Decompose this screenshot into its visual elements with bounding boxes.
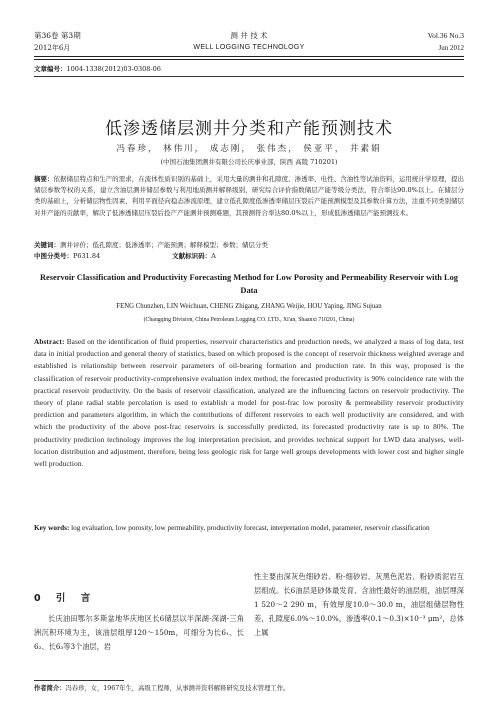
running-header [34,30,464,58]
clc-value: P631.84 [73,252,101,260]
volume-issue-en: Vol.36 No.3 [427,31,464,40]
keywords-en-text: log evaluation, low porosity, low permeability, productivity forecast, interpretation model, parameter, reservoir classification [71,524,430,532]
footnote-rule [34,680,124,681]
article-number [34,64,161,74]
keywords-en [34,522,464,534]
doc-code-label: 文献标识码： [172,252,212,260]
body-column-right [254,570,464,640]
keywords-cn-label: 关键词： [34,241,60,249]
intro-paragraph-left: 长庆油田鄂尔多斯盆地华庆地区长6储层以半深湖-深湖-三角洲沉积环境为主，该油层组厚120～150m，可细分为长6₁、长6₂、长6₃等3个油层，岩 [34,614,244,651]
doc-code-value: A [211,252,216,260]
author-footnote [34,684,464,694]
body-column-left [34,570,244,654]
title-en: Reservoir Classification and Productivity Forecasting Method for Low Porosity and Permeability Reservoir with Log Data [39,273,458,295]
journal-name-cn: 测 井 技 术 [230,31,268,40]
keywords-cn-text: 测井评价；低孔隙度；低渗透率；产能预测；解释模型；参数；储层分类 [60,241,268,249]
affiliation-cn: (中国石油集团测井有限公司长庆事业部，陕西 高陵 710201) [160,158,338,166]
section-heading-introduction: 0 引 言 [34,593,97,604]
authors-cn: 冯春珍， 林伟川， 成志刚， 张伟杰， 侯亚平， 井素娟 [116,144,382,154]
footnote-label: 作者简介： [34,685,66,692]
title-cn: 低渗透储层测井分类和产能预测技术 [105,119,393,139]
footnote-text: 冯春珍，女，1967年生，高级工程师，从事测井资料解释研究及技术管理工作。 [65,685,290,692]
abstract-en-label: Abstract: [34,338,65,346]
abstract-cn [34,174,464,219]
intro-paragraph-right: 性主要由深灰色细砂岩、粉-细砂岩、灰黑色泥岩、粉砂质泥岩互层组成。长6油层是砂体最发育、含油性最好的油层组，油层埋深1 520～2 290 m，有效厚度10.0～30.0 m，油层组储层物性差，孔隙度6.0%～10.0%，渗透率(0.1～0.3)×10⁻³ μm²，总体上属 [254,572,464,637]
authors-en: FENG Chunzhen, LIN Weichuan, CHENG Zhigang, ZHANG Weijie, HOU Yaping, JING Sujuan [116,303,382,310]
abstract-en-text: Based on the identification of fluid properties, reservoir characteristics and production needs, we analyzed a mass of log data, test data in initial production and general theory of statistics, based on which proposed is the concept of reservoir thickness weighted average and established is relationship between reservoir parameters of oil-bearing formation and production rate. In this way, proposed is the classification of reservoir productivity-comprehensive evaluation index method, the forecasted productivity is 90% coincidence rate with the practical reservoir productivity. On the basis of reservoir classification, analyzed are the influencing factors on reservoir productivity. The theory of plane radial stable percolation is used to establish a model for post-frac low porosity & permeability reservoir productivity prediction and parameters algorithm, in which the contributions of different reservoirs to each well productivity are considered, and with which the productivity of the above post-frac reservoirs is successfully predicted, its forecasted productivity rate is up to 80%. The productivity prediction technology improves the log interpretation precision, and provides technical support for LWD data analyses, well-location distribution and adjustment, therefore, being less geologic risk for large well groups developments with lower cost and higher single well production. [34,338,464,469]
keywords-cn [34,240,464,251]
abstract-cn-label: 摘要： [34,175,54,183]
header-rule-thin [34,59,464,60]
date-en: Jun 2012 [438,44,464,52]
article-number-rule [34,76,464,77]
journal-name-en: WELL LOGGING TECHNOLOGY [193,44,305,51]
affiliation-en: (Changqing Division, China Petroleum Logging CO. LTD., Xi'an, Shaanxi 710201, China) [143,317,355,323]
abstract-en [34,336,464,470]
article-number-label: 文章编号： [34,65,67,73]
classification-cn [34,251,464,262]
volume-issue-cn: 第36卷 第3期 [34,31,81,40]
keywords-en-label: Key words: [34,524,70,532]
clc-label: 中图分类号： [34,252,73,260]
date-cn: 2012年6月 [34,44,71,52]
header-rule-thick [34,56,464,57]
article-number-value: 1004-1338(2012)03-0308-06 [66,65,161,73]
abstract-cn-text: 依据储层特点和生产的需求，在流体性质识别的基础上，采用大量的测井和孔隙度、渗透率、电性、含油性等试油资料，运用统计学原理，提出储层参数等权的关系，建立含油层测井储层参数与利用地质测井解释级别，研究综合评价指数储层产能等级分类法，符合率达90.0%以上。在储层分类的基础上，分析储层物性因素，利用平面径向稳态渗流原理，建立低孔隙度低渗透率储层压裂后产能预测模型及其参数计算方法，注重不同类别储层对井产能的贡献率，解决了低渗透储层压裂后投产产能测井预测难题，其预测符合率达80.0%以上，形成低渗透储层产能预测技术。 [34,175,465,217]
